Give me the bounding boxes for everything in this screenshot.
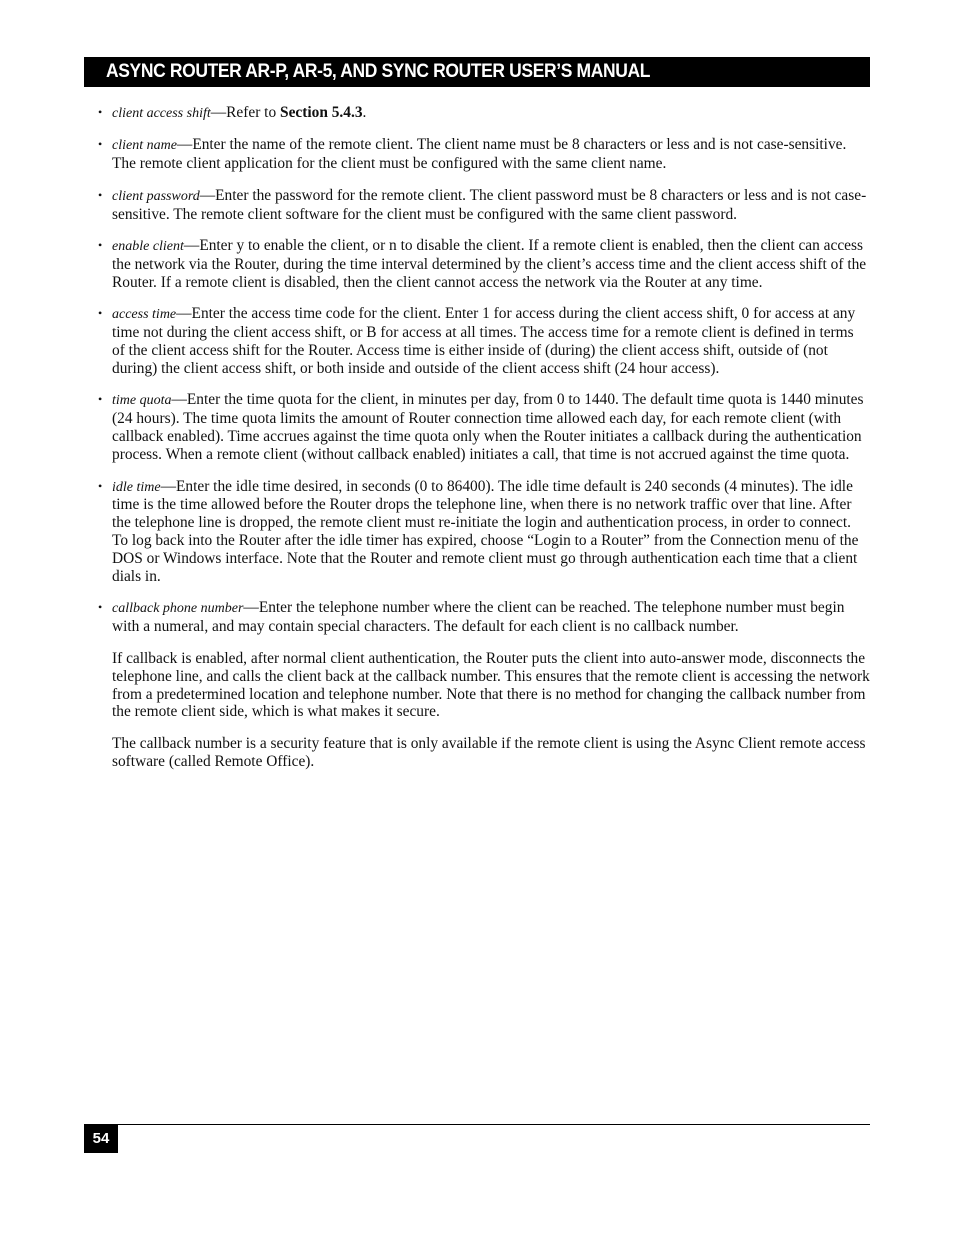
term: idle time — [112, 479, 161, 495]
list-item — [96, 599, 870, 636]
list-item — [96, 391, 870, 464]
list-item — [96, 478, 870, 586]
bullet: • — [98, 238, 103, 253]
term: access time — [112, 307, 177, 323]
footer-rule — [84, 1124, 870, 1125]
bullet: • — [98, 137, 103, 152]
bullet: • — [98, 187, 103, 202]
bullet: • — [98, 392, 103, 407]
item-text: —Enter y to enable the client, or n to disable the client. If a remote client is enabled, then the client can access the network via the Router, during the time interval determined by the client’s access time and the client access shift of the Router. If a remote client is disabled, then the client cannot access the network via the Router at any time. — [112, 237, 867, 291]
list-item — [96, 136, 870, 173]
item-text: —Refer to — [210, 104, 281, 121]
header-bar — [84, 57, 870, 87]
item-text: —Enter the access time code for the client. Enter 1 for access during the client access shift, 0 for access at any time not during the client access shift, or B for access at all times. The access time for a remote client is defined in terms of the client access shift for the Router. Access time is either inside of (during) the client access shift, outside of (not during) the client access shift, or both inside and outside of the client access shift (24 hour access). — [112, 305, 856, 377]
list-item — [96, 187, 870, 224]
term: client access shift — [112, 106, 211, 121]
term: enable client — [112, 239, 184, 255]
bullet: • — [98, 105, 103, 119]
term: client password — [112, 188, 200, 204]
term: time quota — [112, 393, 172, 409]
item-text: —Enter the time quota for the client, in minutes per day, from 0 to 1440. The default time quota is 1440 minutes (24 hours). The time quota limits the amount of Router connection time allowed each day, for each remote client (with callback enabled). Time accrues against the time quota only when the Router initiates a callback during the authentication process. When a remote client (without callback enabled) initiates a call, that time is not accrued against the time quota. — [112, 391, 864, 464]
item-text: —Enter the idle time desired, in seconds (0 to 86400). The idle time default is 240 seconds (4 minutes). The idle time is the time allowed before the Router drops the telephone line, when there is no network traffic over that line. After the telephone line is dropped, the remote client must re-initiate the login and authentication process, in order to connect. To log back into the Router after the idle timer has expired, choose “Login to a Router” from the Connection menu of the DOS or Windows interface. Note that the Router and remote client must go through authentication each time that a client dials in. — [112, 477, 859, 586]
item-text: —Enter the name of the remote client. The client name must be 8 characters or less and is not case-sensitive. The remote client application for the client must be configured with the same client name. — [112, 136, 847, 173]
page-title: ASYNC ROUTER AR-P, AR-5, AND SYNC ROUTER USER’S MANUAL — [106, 61, 651, 82]
list-item — [96, 305, 870, 378]
body-paragraph: The callback number is a security feature that is only available if the remote client is using the Async Client remote access software (called Remote Office). — [112, 734, 866, 770]
bullet: • — [98, 306, 103, 321]
bullet: • — [98, 478, 103, 493]
list-item — [96, 237, 870, 292]
page-number: 54 — [84, 1124, 118, 1153]
section-reference: Section 5.4.3 — [280, 104, 363, 121]
main-content — [96, 104, 870, 784]
bullet: • — [98, 600, 103, 615]
body-paragraph: If callback is enabled, after normal client authentication, the Router puts the client into auto-answer mode, disconnects the telephone line, and calls the client back at the callback number. This ensures that the remote client is accessing the network from a predetermined location and telephone number. Note that there is no method for changing the callback number from the remote client side, which is what makes it secure. — [112, 649, 870, 721]
term: callback phone number — [112, 601, 244, 617]
item-text: —Enter the telephone number where the client can be reached. The telephone number must begin with a numeral, and may contain special characters. The default for each client is no callback number. — [112, 599, 845, 636]
list-item — [96, 104, 870, 123]
term: client name — [112, 138, 177, 154]
item-text: —Enter the password for the remote client. The client password must be 8 characters or less and is not case-sensitive. The remote client software for the client must be configured with the same client password. — [112, 186, 867, 223]
item-text-end: . — [362, 104, 367, 121]
